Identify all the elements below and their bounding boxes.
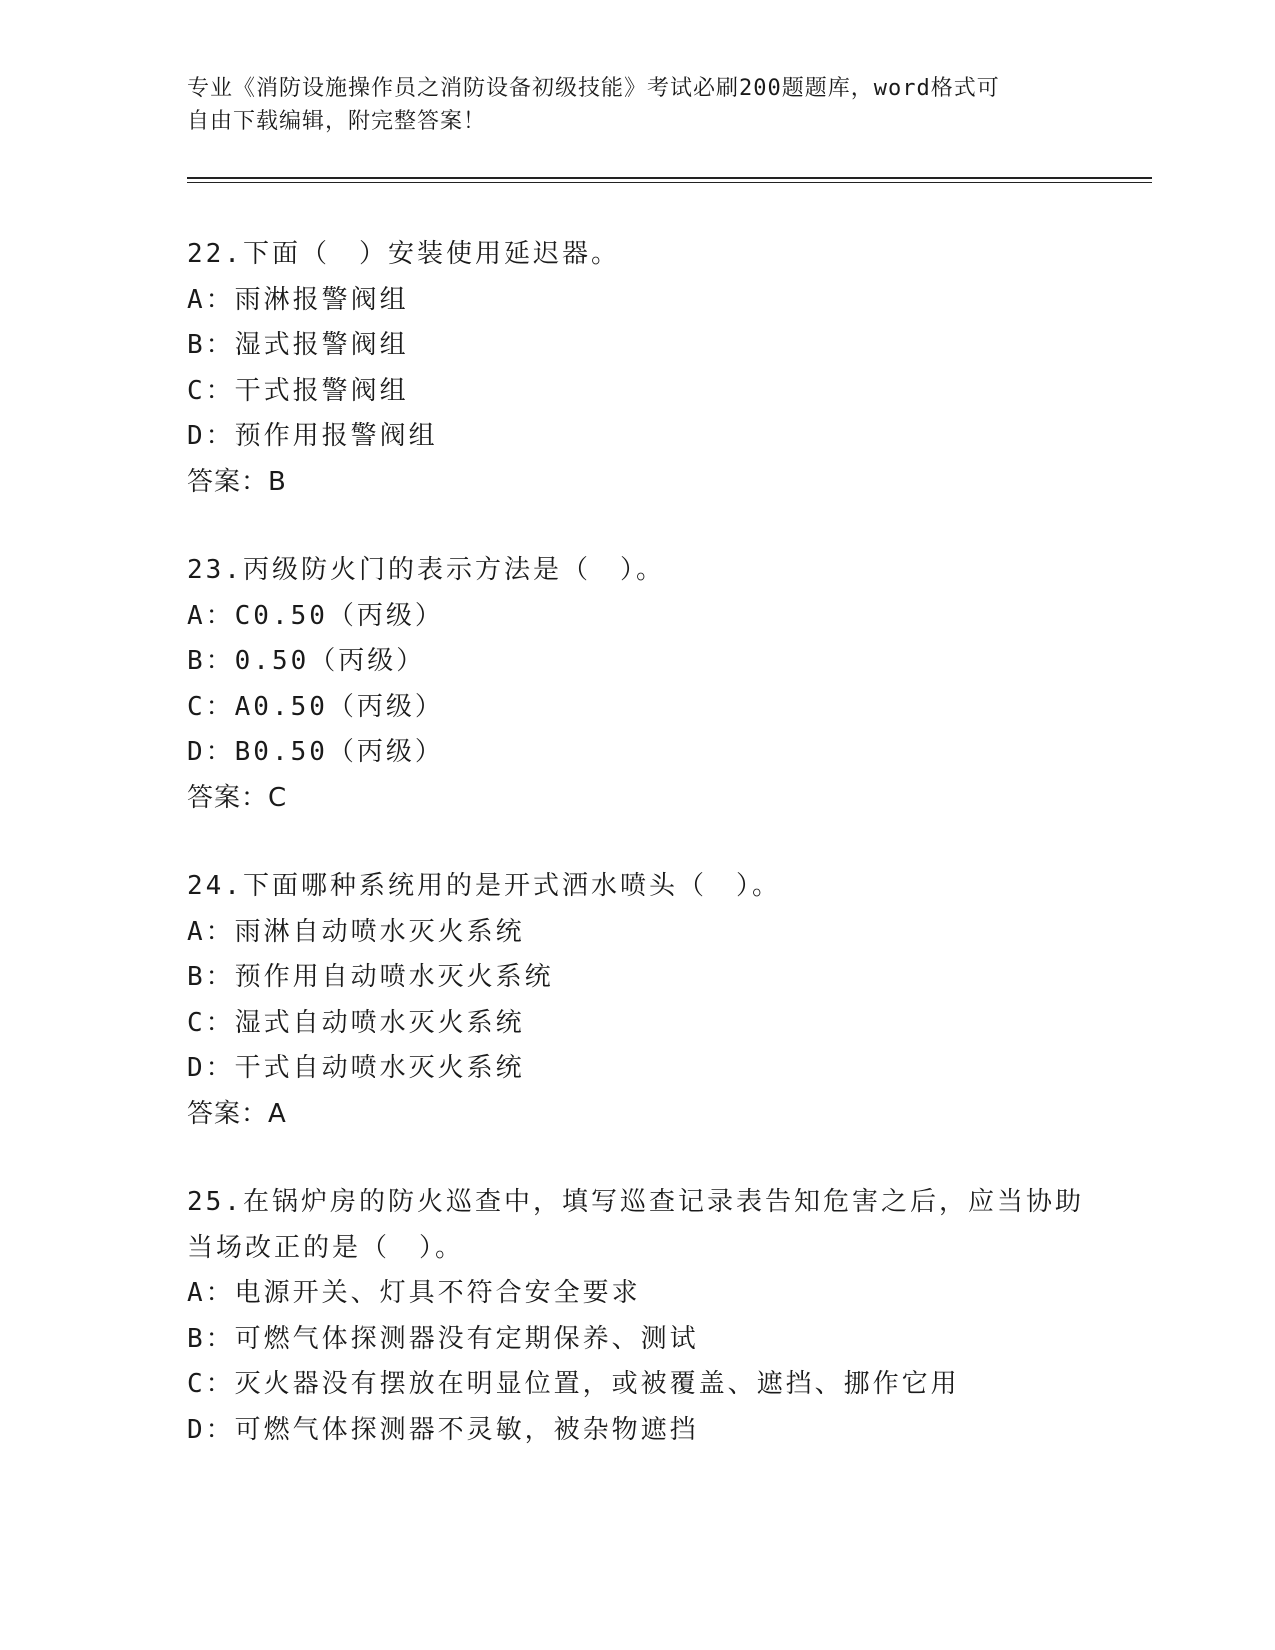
option-d: D：B0.50（丙级） (187, 737, 444, 767)
option-b: B：预作用自动喷水灭火系统 (187, 962, 554, 992)
option-a: A：雨淋自动喷水灭火系统 (187, 916, 525, 947)
option-b: B：0.50（丙级） (187, 646, 426, 676)
header-line-2: 自由下载编辑，附完整答案！ (187, 109, 487, 134)
question-22 (187, 232, 1087, 505)
question-stem: 24.下面哪种系统用的是开式洒水喷头（ ）。 (187, 871, 781, 901)
answer: 答案：A (187, 1098, 287, 1129)
header-divider-thick (187, 177, 1152, 179)
answer: 答案：B (187, 466, 287, 497)
question-stem: 22.下面（ ）安装使用延迟器。 (187, 239, 620, 269)
option-c: C：A0.50（丙级） (187, 691, 444, 722)
question-25 (187, 1180, 1087, 1453)
option-a: A：雨淋报警阀组 (187, 284, 409, 315)
question-stem-continued: 当场改正的是（ ）。 (187, 1232, 465, 1263)
question-24 (187, 864, 1087, 1137)
question-stem: 25.在锅炉房的防火巡查中，填写巡查记录表告知危害之后，应当协助 (187, 1187, 1084, 1217)
option-c: C：湿式自动喷水灭火系统 (187, 1007, 525, 1038)
question-list (187, 232, 1087, 1496)
question-23 (187, 548, 1087, 821)
header-divider-thin (187, 182, 1152, 183)
header-line-1: 专业《消防设施操作员之消防设备初级技能》考试必刷200题题库，word格式可 (187, 76, 1000, 101)
option-c: C：干式报警阀组 (187, 375, 409, 406)
option-d: D：干式自动喷水灭火系统 (187, 1053, 525, 1083)
question-stem: 23.丙级防火门的表示方法是（ ）。 (187, 555, 665, 585)
option-a: A：电源开关、灯具不符合安全要求 (187, 1278, 641, 1308)
document-header (187, 72, 1087, 138)
option-b: B：可燃气体探测器没有定期保养、测试 (187, 1323, 699, 1354)
answer: 答案：C (187, 782, 288, 813)
option-b: B：湿式报警阀组 (187, 330, 409, 360)
option-c: C：灭火器没有摆放在明显位置，或被覆盖、遮挡、挪作它用 (187, 1369, 960, 1399)
option-d: D：预作用报警阀组 (187, 421, 438, 451)
option-a: A：C0.50（丙级） (187, 600, 444, 631)
option-d: D：可燃气体探测器不灵敏，被杂物遮挡 (187, 1414, 699, 1445)
